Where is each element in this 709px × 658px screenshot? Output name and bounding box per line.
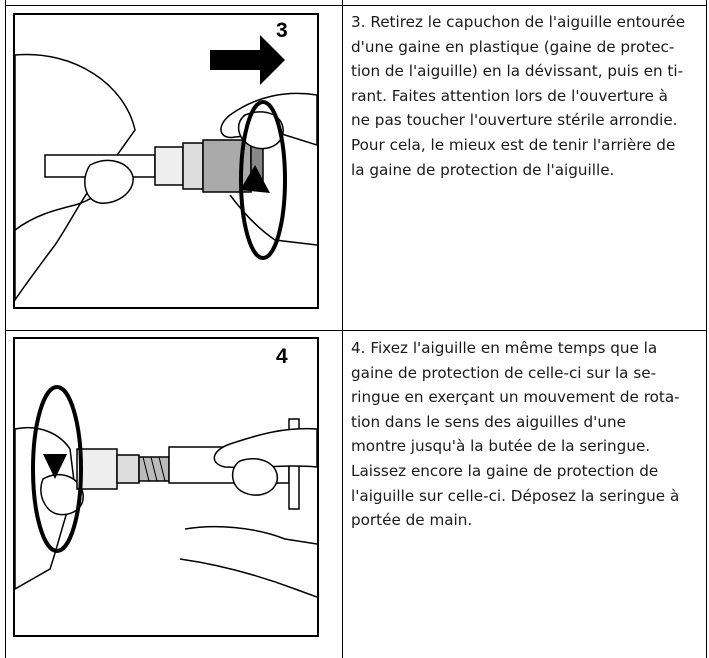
- attach-needle-drawing: [15, 339, 317, 635]
- step-3-line: d'une gaine en plastique (gaine de protec-: [351, 37, 675, 56]
- table-row-divider: [5, 330, 707, 331]
- step-4-line: l'aiguille sur celle-ci. Déposez la seringue à: [351, 486, 680, 505]
- step-4-illustration: [13, 337, 319, 637]
- table-border-top: [5, 5, 707, 6]
- step-3-line: Pour cela, le mieux est de tenir l'arrière de: [351, 135, 676, 154]
- step-3-line: la gaine de protection de l'aiguille.: [351, 160, 615, 179]
- remove-needle-cap-drawing: [15, 15, 317, 307]
- step-3-illustration: [13, 13, 319, 309]
- step-4-line: gaine de protection de celle-ci sur la se-: [351, 363, 657, 382]
- step-3-description: [351, 10, 685, 182]
- step-4-number: 4: [276, 345, 288, 368]
- step-4-line: 4. Fixez l'aiguille en même temps que la: [351, 339, 658, 357]
- step-3-line: 3. Retirez le capuchon de l'aiguille entourée: [351, 13, 686, 31]
- step-3-line: ne pas toucher l'ouverture stérile arrondie.: [351, 111, 678, 130]
- step-4-line: montre jusqu'à la butée de la seringue.: [351, 437, 651, 456]
- step-4-line: portée de main.: [351, 511, 473, 530]
- table-border-right: [706, 0, 707, 658]
- table-border-left: [5, 0, 6, 658]
- step-4-description: [351, 336, 680, 533]
- step-3-number: 3: [276, 19, 288, 42]
- step-3-line: rant. Faites attention lors de l'ouverture à: [351, 86, 668, 105]
- step-4-line: tion dans le sens des aiguilles d'une: [351, 412, 626, 431]
- step-3-line: tion de l'aiguille) en la dévissant, puis en ti-: [351, 62, 684, 81]
- step-4-line: ringue en exerçant un mouvement de rota-: [351, 388, 680, 407]
- step-4-line: Laissez encore la gaine de protection de: [351, 461, 659, 480]
- table-border-middle: [342, 0, 343, 658]
